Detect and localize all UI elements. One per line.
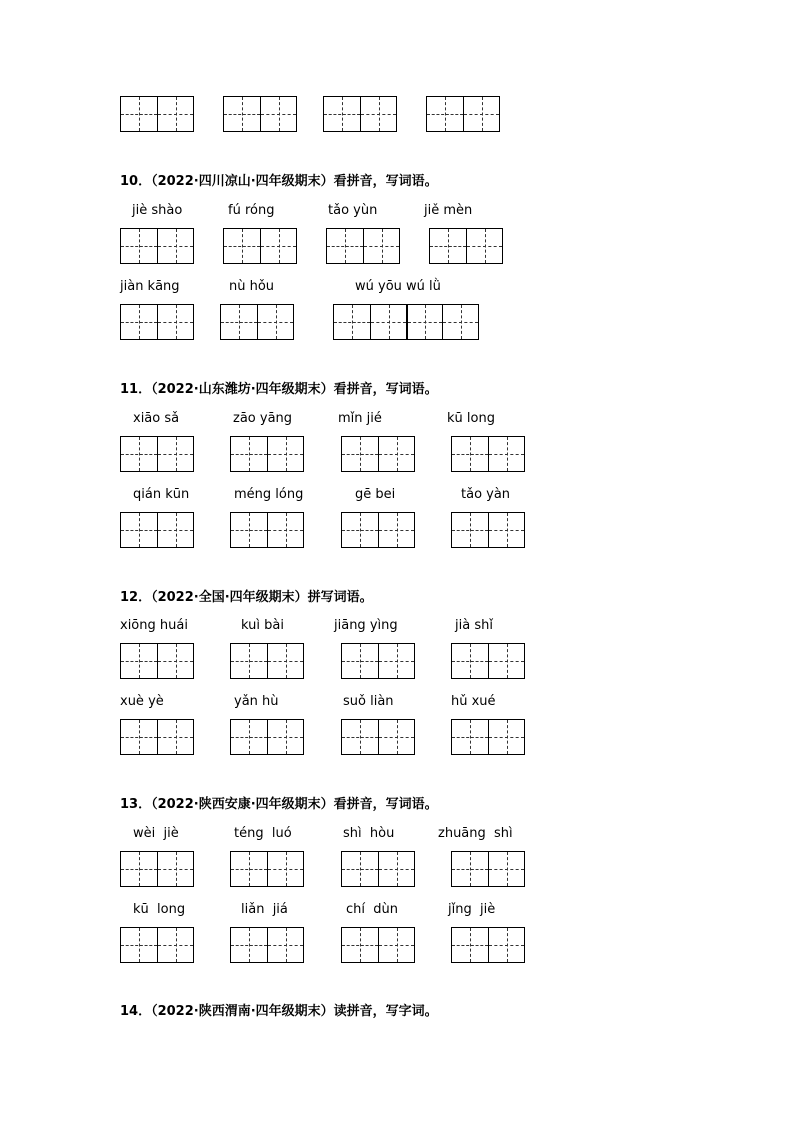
pinyin-label: téng luó	[234, 826, 292, 841]
pinyin-label: nù hǒu	[229, 279, 275, 294]
answer-grid[interactable]	[451, 643, 525, 679]
answer-grid[interactable]	[220, 304, 294, 340]
answer-grid[interactable]	[120, 927, 194, 963]
pinyin-label: hǔ xué	[451, 694, 496, 709]
answer-grid[interactable]	[341, 719, 415, 755]
pinyin-label: gē bei	[355, 487, 396, 502]
answer-grid[interactable]	[341, 643, 415, 679]
pinyin-label: jià shǐ	[455, 618, 493, 633]
answer-grid[interactable]	[323, 96, 397, 132]
pinyin-label: xiōng huái	[120, 618, 188, 633]
answer-grid[interactable]	[451, 719, 525, 755]
question-12-title: 12．（2022·全国·四年级期末）拼写词语。	[120, 590, 373, 605]
pinyin-label: jiè shào	[132, 203, 183, 218]
answer-grid[interactable]	[120, 304, 194, 340]
answer-grid[interactable]	[451, 512, 525, 548]
answer-grid[interactable]	[429, 228, 503, 264]
question-13-title: 13．（2022·陕西安康·四年级期末）看拼音，写词语。	[120, 797, 438, 812]
pinyin-label: tǎo yàn	[461, 487, 511, 502]
answer-grid[interactable]	[230, 643, 304, 679]
pinyin-label: méng lóng	[234, 487, 304, 502]
pinyin-label: fú róng	[228, 203, 275, 218]
pinyin-label: zāo yāng	[233, 411, 293, 426]
answer-grid[interactable]	[230, 927, 304, 963]
answer-grid[interactable]	[341, 436, 415, 472]
pinyin-label: jiāng yìng	[334, 618, 398, 633]
pinyin-label: kū long	[447, 411, 495, 426]
answer-grid[interactable]	[451, 927, 525, 963]
pinyin-label: chí dùn	[346, 902, 398, 917]
answer-grid[interactable]	[341, 927, 415, 963]
answer-grid[interactable]	[223, 228, 297, 264]
answer-grid[interactable]	[326, 228, 400, 264]
pinyin-label: wèi jiè	[133, 826, 179, 841]
question-10-title: 10．（2022·四川凉山·四年级期末）看拼音，写词语。	[120, 174, 438, 189]
answer-grid[interactable]	[230, 512, 304, 548]
answer-grid-four[interactable]	[333, 304, 479, 340]
pinyin-label: kuì bài	[241, 618, 284, 633]
answer-grid[interactable]	[451, 851, 525, 887]
answer-grid[interactable]	[426, 96, 500, 132]
question-11-title: 11．（2022·山东潍坊·四年级期末）看拼音，写词语。	[120, 382, 438, 397]
answer-grid[interactable]	[120, 228, 194, 264]
pinyin-label: mǐn jié	[338, 411, 382, 426]
pinyin-label: qián kūn	[133, 487, 190, 502]
answer-grid[interactable]	[120, 719, 194, 755]
answer-grid[interactable]	[451, 436, 525, 472]
pinyin-label: xuè yè	[120, 694, 164, 709]
question-14-title: 14．（2022·陕西渭南·四年级期末）读拼音，写字词。	[120, 1004, 438, 1019]
pinyin-label: jiě mèn	[424, 203, 473, 218]
pinyin-label: xiāo sǎ	[133, 411, 180, 426]
answer-grid[interactable]	[120, 96, 194, 132]
pinyin-label: tǎo yùn	[328, 203, 378, 218]
answer-grid[interactable]	[120, 436, 194, 472]
answer-grid[interactable]	[120, 643, 194, 679]
answer-grid[interactable]	[341, 512, 415, 548]
pinyin-label: liǎn jiá	[241, 902, 288, 917]
answer-grid[interactable]	[230, 719, 304, 755]
pinyin-label: shì hòu	[343, 826, 395, 841]
answer-grid[interactable]	[223, 96, 297, 132]
answer-grid[interactable]	[341, 851, 415, 887]
pinyin-label: kū long	[133, 902, 186, 917]
pinyin-label: jiàn kāng	[120, 279, 180, 294]
pinyin-label: zhuāng shì	[438, 826, 513, 841]
pinyin-label: wú yōu wú lǜ	[355, 279, 441, 294]
pinyin-label: suǒ liàn	[343, 694, 394, 709]
answer-grid[interactable]	[230, 436, 304, 472]
pinyin-label: yǎn hù	[234, 694, 279, 709]
answer-grid[interactable]	[230, 851, 304, 887]
answer-grid[interactable]	[120, 512, 194, 548]
pinyin-label: jǐng jiè	[448, 902, 496, 917]
answer-grid[interactable]	[120, 851, 194, 887]
